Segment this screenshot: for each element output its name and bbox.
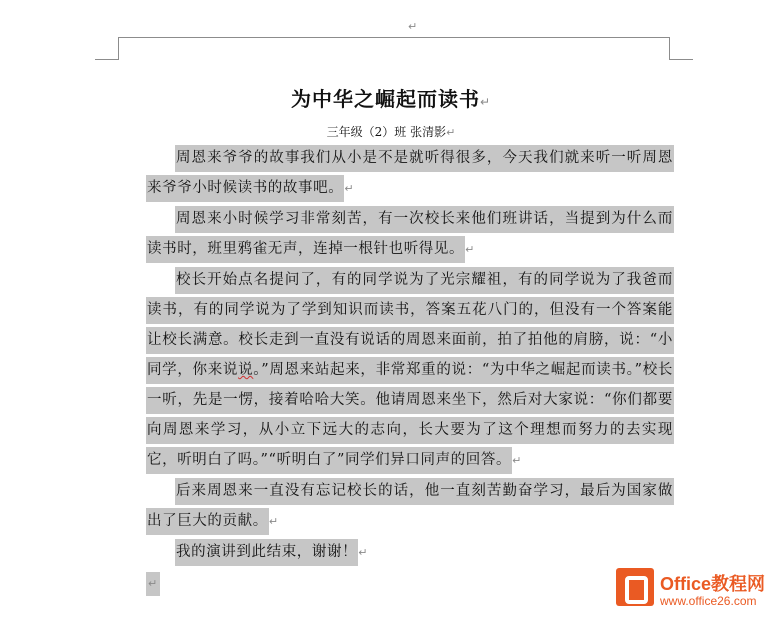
document-title[interactable]: 为中华之崛起而读书↵: [290, 87, 492, 111]
paragraph-1[interactable]: [146, 143, 674, 204]
watermark-logo: [616, 568, 778, 614]
margin-left-guide: [95, 59, 119, 60]
paragraph-2[interactable]: [146, 204, 674, 265]
paragraph-mark-icon: ↵: [512, 454, 522, 467]
watermark-site-name: Office教程网: [660, 574, 766, 594]
spelling-error-word[interactable]: 说: [238, 362, 254, 378]
margin-right-guide: [669, 59, 693, 60]
header-right-corner-mark: [669, 37, 670, 60]
watermark-site-url: www.office26.com: [660, 594, 757, 608]
header-left-corner-mark: [118, 37, 119, 60]
empty-paragraph[interactable]: [146, 568, 674, 598]
paragraph-mark-icon: ↵: [268, 515, 279, 528]
selected-text: 周恩来爷爷的故事我们从小是不是就听得很多，今天我们就来听一听周恩来爷爷小时候读书的故事吧。: [146, 145, 674, 202]
selected-text: 我的演讲到此结束，谢谢！: [175, 539, 358, 566]
document-body[interactable]: [146, 143, 674, 598]
paragraph-mark-icon: ↵: [446, 126, 456, 139]
paragraph-4[interactable]: [146, 476, 674, 537]
document-subtitle[interactable]: 三年级（2）班 张清影↵: [326, 125, 456, 139]
paragraph-5[interactable]: [146, 537, 674, 568]
paragraph-mark-icon: ↵: [465, 243, 475, 256]
paragraph-mark-icon: ↵: [146, 572, 160, 596]
selected-text: 后来周恩来一直没有忘记校长的话，他一直刻苦勤奋学习，最后为国家做出了巨大的贡献。: [146, 478, 674, 535]
paragraph-mark-icon: ↵: [479, 95, 492, 109]
paragraph-mark-icon: ↵: [408, 20, 418, 33]
selected-text: 校长开始点名提问了，有的同学说为了光宗耀祖，有的同学说为了我爸而读书，有的同学说为了学到知识而读书，答案五花八门的，但没有一个答案能让校长满意。校长走到一直没有说话的周恩来面前，拍了拍他的肩膀，说：“小同学，你来说说。”周恩来站起来，非常郑重的说：“为中华之崛起而读书。”校长一听，先是一愣，接着哈哈大笑。他请周恩来坐下，然后对大家说：“你们都要向周恩来学习，从小立下远大的志向，长大要为了这个理想而努力的去实现它，听明白了吗。”“听明白了”同学们异口同声的回答。: [146, 267, 674, 474]
header-guide-line: [118, 37, 670, 38]
paragraph-3[interactable]: [146, 265, 674, 476]
paragraph-mark-icon: ↵: [344, 182, 355, 195]
office-logo-icon: [616, 568, 654, 606]
paragraph-mark-icon: ↵: [358, 546, 369, 559]
selected-text: 周恩来小时候学习非常刻苦，有一次校长来他们班讲话，当提到为什么而读书时，班里鸦雀无声，连掉一根针也听得见。: [146, 206, 674, 263]
